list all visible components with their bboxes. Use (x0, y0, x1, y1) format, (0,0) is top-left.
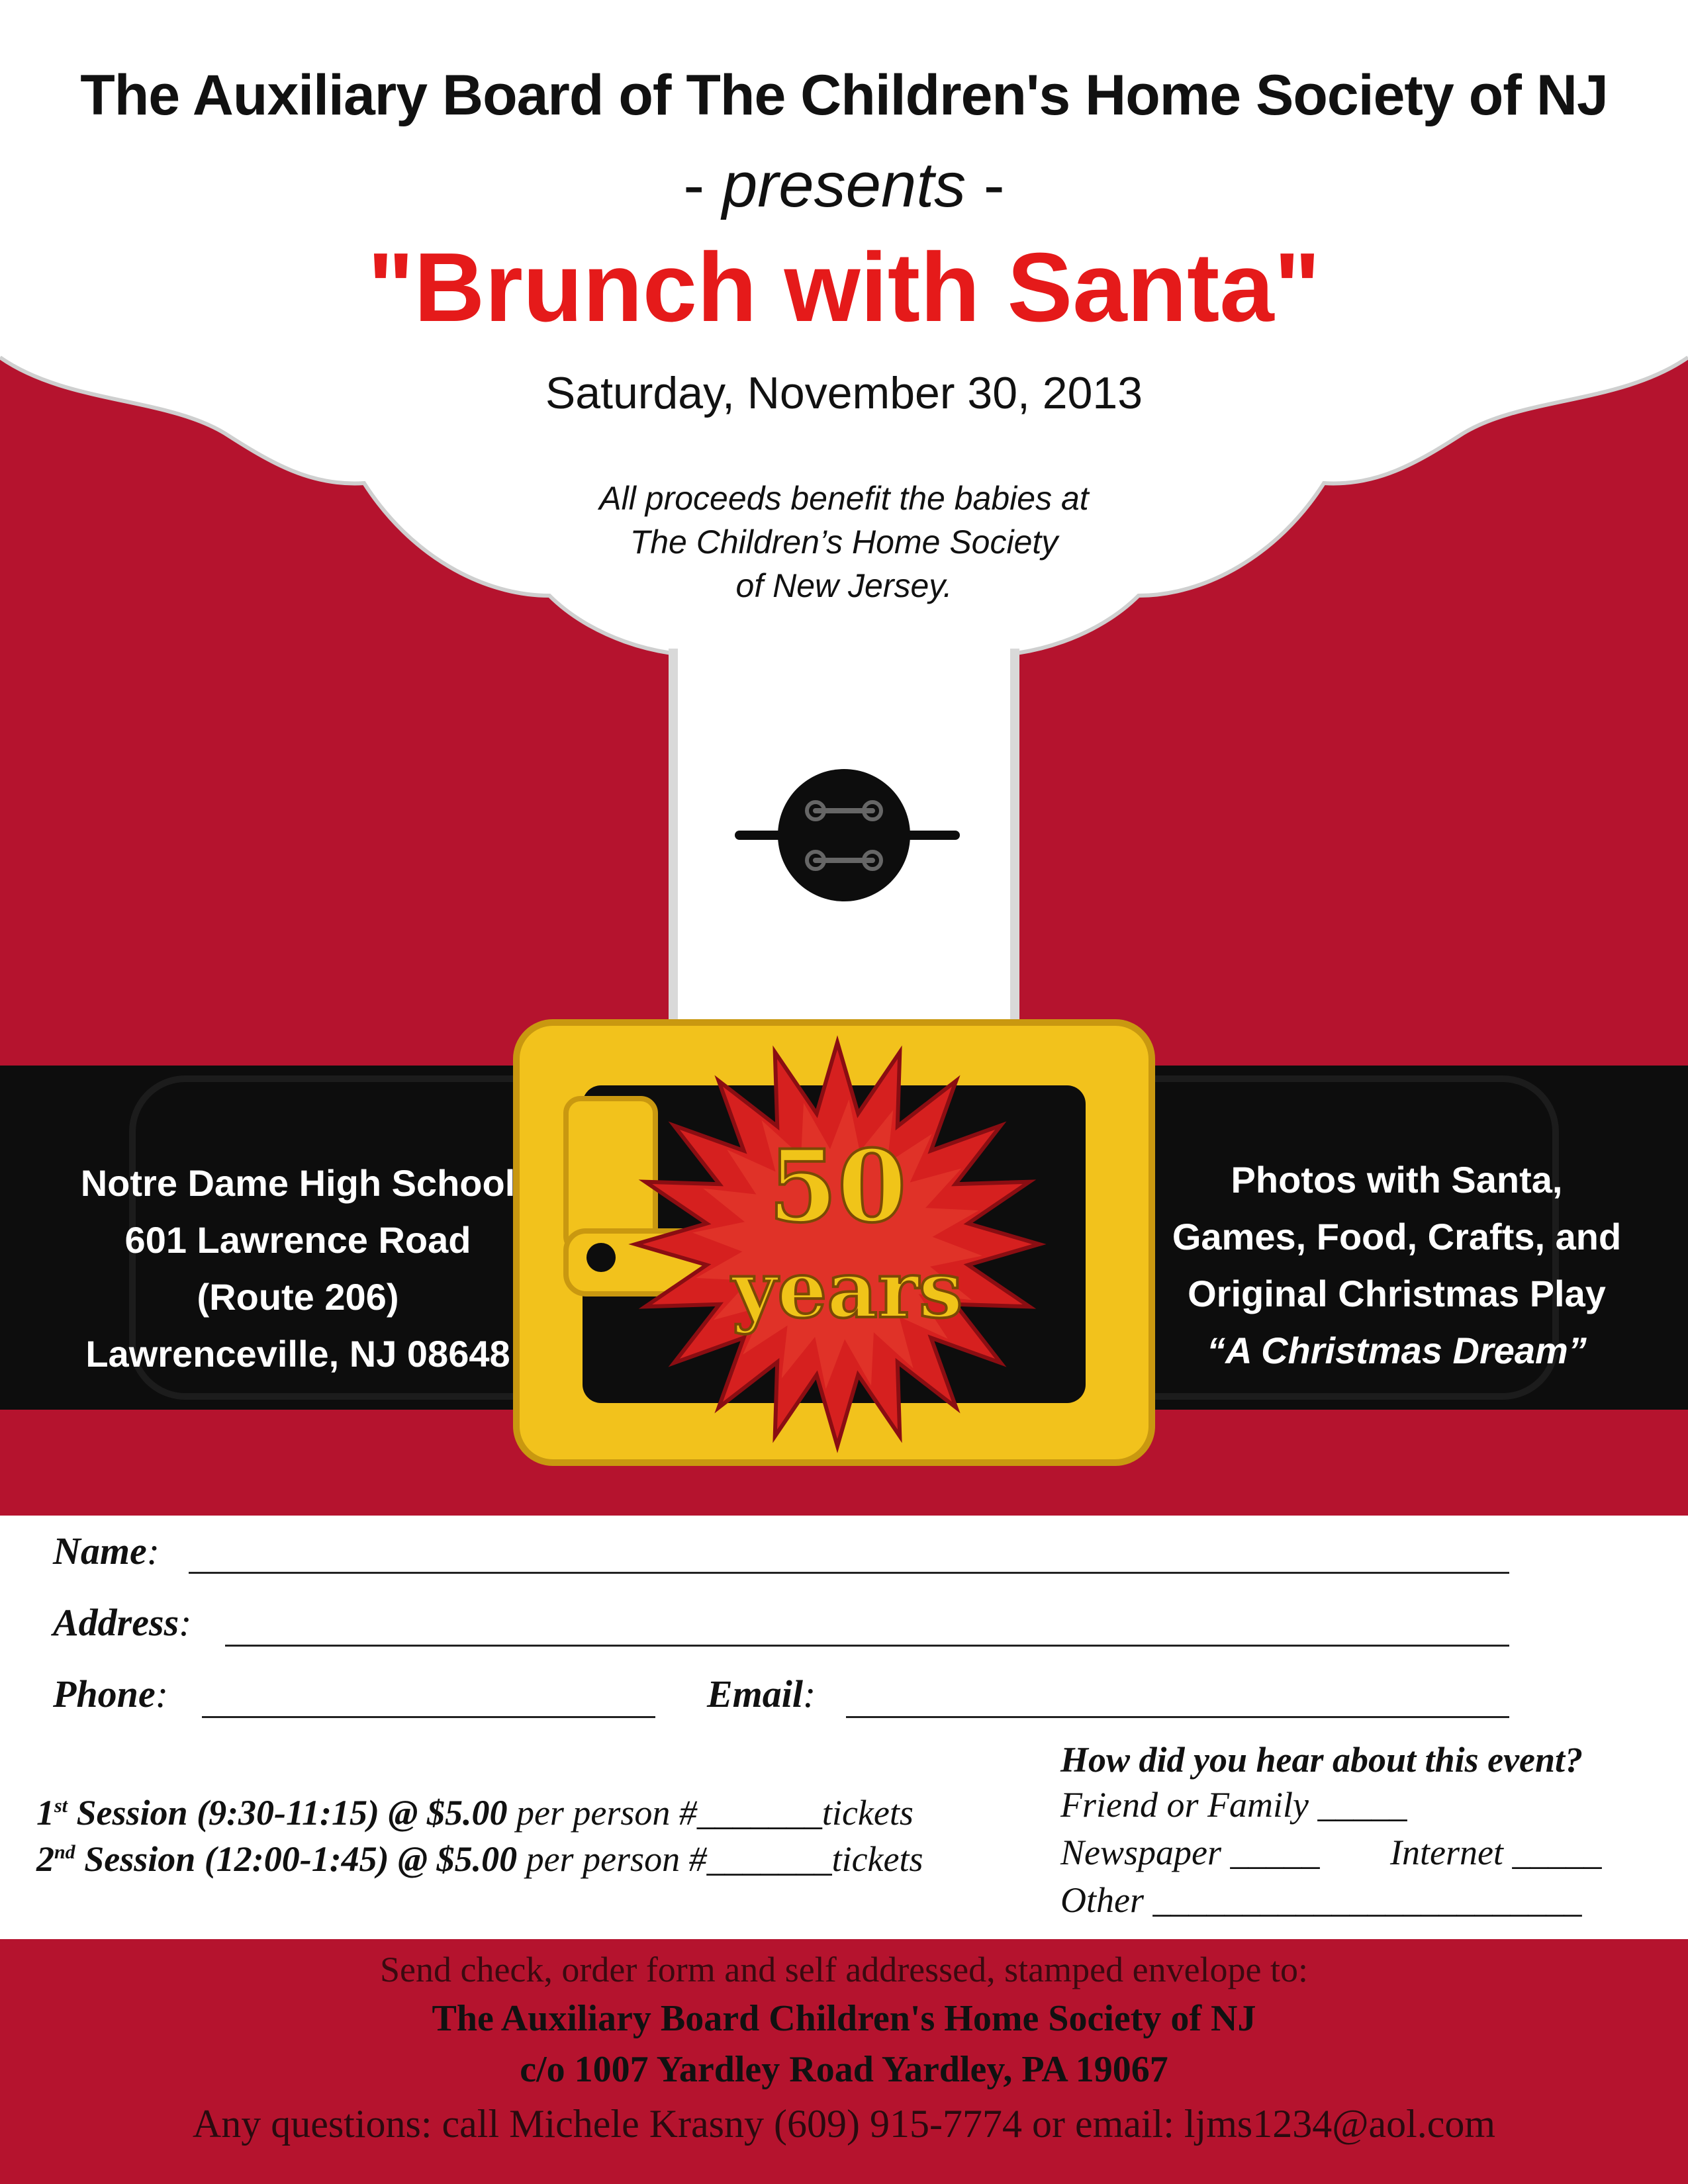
email-field[interactable] (846, 1716, 1509, 1718)
referral-internet[interactable]: Internet _____ (1390, 1833, 1602, 1872)
email-colon: : (803, 1672, 816, 1715)
activities-line: Photos with Santa, (1231, 1159, 1563, 1201)
event-activities (1119, 1152, 1675, 1379)
address-label (53, 1600, 191, 1645)
mailing-instructions (0, 1939, 1688, 2184)
session-1-rest: per person #_______tickets (507, 1793, 914, 1833)
phone-field[interactable] (202, 1716, 655, 1718)
session-1-label: Session (9:30-11:15) @ $5.00 (68, 1793, 508, 1833)
session-2-label: Session (12:00-1:45) @ $5.00 (75, 1839, 518, 1879)
venue-address (26, 1155, 569, 1383)
session-2-num: 2 (36, 1839, 54, 1879)
address-colon: : (179, 1601, 192, 1644)
benefit-line: All proceeds benefit the babies at (599, 480, 1089, 517)
session-2-rest: per person #_______tickets (517, 1839, 923, 1879)
email-label (707, 1672, 816, 1716)
presents-prefix: - (683, 150, 722, 220)
send-instructions: Send check, order form and self addressed, stamped envelope to: (379, 1950, 1309, 1989)
venue-city: Lawrenceville, NJ 08648 (85, 1333, 510, 1375)
venue-name: Notre Dame High School (80, 1162, 516, 1204)
referral-other[interactable]: Other ________________________ (1060, 1880, 1582, 1920)
name-colon: : (146, 1529, 160, 1572)
mailing-organization: The Auxiliary Board Children's Home Society of NJ (432, 1998, 1256, 2039)
session-2-ordinal: nd (54, 1841, 75, 1863)
venue-street: 601 Lawrence Road (124, 1219, 471, 1261)
name-label (53, 1529, 160, 1573)
email-label-text: Email (707, 1672, 804, 1715)
referral-question: How did you hear about this event? (1060, 1740, 1583, 1780)
event-title: "Brunch with Santa" (367, 233, 1321, 342)
organization-title: The Auxiliary Board of The Children's Home Society of NJ (80, 64, 1608, 127)
badge-number: 50 (768, 1128, 907, 1245)
event-date: Saturday, November 30, 2013 (545, 368, 1143, 418)
venue-route: (Route 206) (197, 1276, 399, 1318)
session-2-line[interactable] (36, 1839, 923, 1880)
benefit-note (569, 477, 1119, 608)
mailing-address: c/o 1007 Yardley Road Yardley, PA 19067 (520, 2049, 1168, 2090)
session-1-ordinal: st (54, 1795, 68, 1817)
referral-friend-family[interactable]: Friend or Family _____ (1060, 1785, 1407, 1825)
name-field[interactable] (189, 1572, 1509, 1574)
activities-line: Games, Food, Crafts, and (1172, 1216, 1622, 1257)
address-label-text: Address (53, 1601, 179, 1644)
play-title: “A Christmas Dream” (1207, 1330, 1587, 1371)
activities-line: Original Christmas Play (1188, 1273, 1606, 1314)
address-field[interactable] (225, 1645, 1509, 1647)
badge-word: years (731, 1244, 963, 1336)
presents-suffix: - (966, 150, 1005, 220)
anniversary-badge (649, 1059, 1019, 1430)
phone-colon: : (155, 1672, 169, 1715)
session-1-num: 1 (36, 1793, 54, 1833)
benefit-line: of New Jersey. (735, 567, 953, 604)
order-form (0, 1516, 1688, 1939)
benefit-line: The Children’s Home Society (630, 523, 1058, 561)
phone-label (53, 1672, 168, 1716)
presents-word: presents (722, 150, 966, 220)
name-label-text: Name (53, 1529, 147, 1572)
presents-line (0, 149, 1688, 222)
session-1-line[interactable] (36, 1792, 914, 1833)
referral-newspaper[interactable]: Newspaper _____ (1060, 1833, 1320, 1872)
phone-label-text: Phone (53, 1672, 156, 1715)
contact-info: Any questions: call Michele Krasny (609) 915-7774 or email: ljms1234@aol.com (192, 2102, 1496, 2146)
